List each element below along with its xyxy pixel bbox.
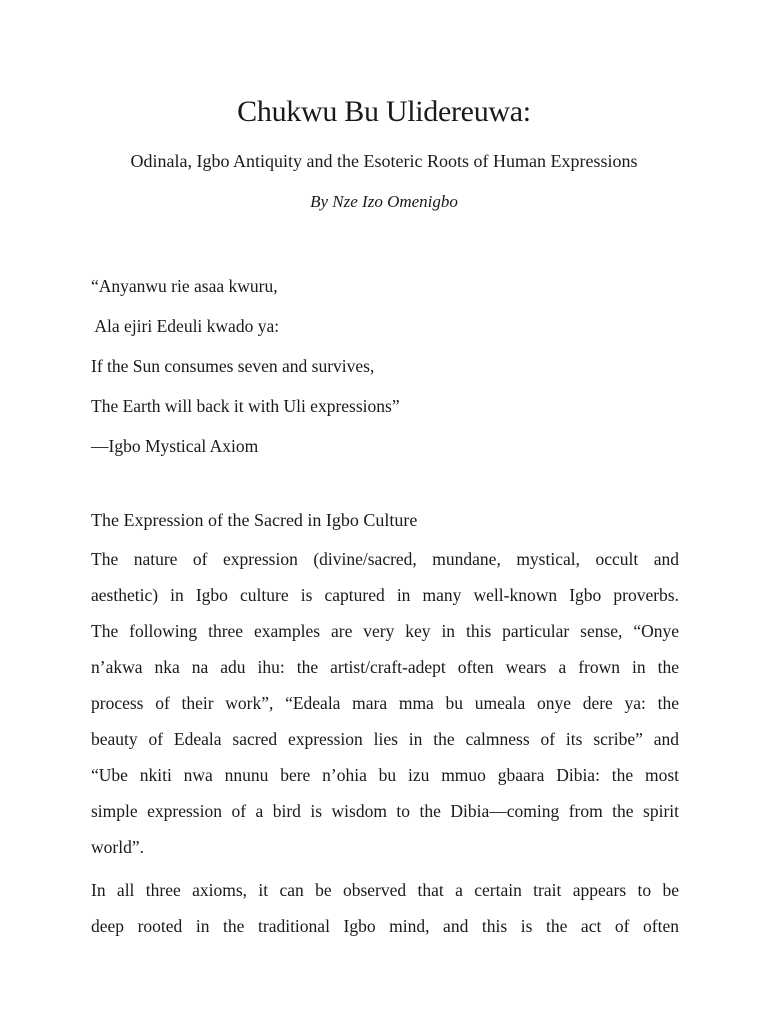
paragraph-line: process of their work”, “Edeala mara mma bu umeala onye dere ya: the (91, 693, 679, 713)
paragraph-line: simple expression of a bird is wisdom to the Dibia—coming from the spirit (91, 801, 679, 821)
paragraph-line: world”. (91, 837, 144, 857)
paragraph-line: n’akwa nka na adu ihu: the artist/craft-adept often wears a frown in the (91, 657, 679, 677)
paragraph-line: “Ube nkiti nwa nnunu bere n’ohia bu izu mmuo gbaara Dibia: the most (91, 765, 679, 785)
paragraph-line: In all three axioms, it can be observed that a certain trait appears to be (91, 880, 679, 900)
section-heading: The Expression of the Sacred in Igbo Culture (91, 510, 418, 530)
epigraph-line: If the Sun consumes seven and survives, (91, 356, 375, 376)
epigraph-line: “Anyanwu rie asaa kwuru, (91, 276, 278, 296)
document-subtitle: Odinala, Igbo Antiquity and the Esoteric Roots of Human Expressions (130, 151, 638, 171)
epigraph-attribution: —Igbo Mystical Axiom (91, 436, 259, 456)
body-paragraph-1 (91, 541, 679, 865)
epigraph-line: The Earth will back it with Uli expressions” (91, 396, 400, 416)
paragraph-line: beauty of Edeala sacred expression lies in the calmness of its scribe” and (91, 729, 679, 749)
document-title: Chukwu Bu Ulidereuwa: (237, 95, 531, 128)
paragraph-line: aesthetic) in Igbo culture is captured in many well-known Igbo proverbs. (91, 585, 679, 605)
body-paragraph-2 (91, 872, 679, 944)
epigraph (91, 266, 691, 466)
paragraph-line: deep rooted in the traditional Igbo mind, and this is the act of often (91, 916, 679, 936)
paragraph-line: The following three examples are very key in this particular sense, “Onye (91, 621, 679, 641)
epigraph-line: Ala ejiri Edeuli kwado ya: (91, 316, 280, 336)
paragraph-line: The nature of expression (divine/sacred, mundane, mystical, occult and (91, 549, 679, 569)
author-byline: By Nze Izo Omenigbo (310, 192, 458, 211)
